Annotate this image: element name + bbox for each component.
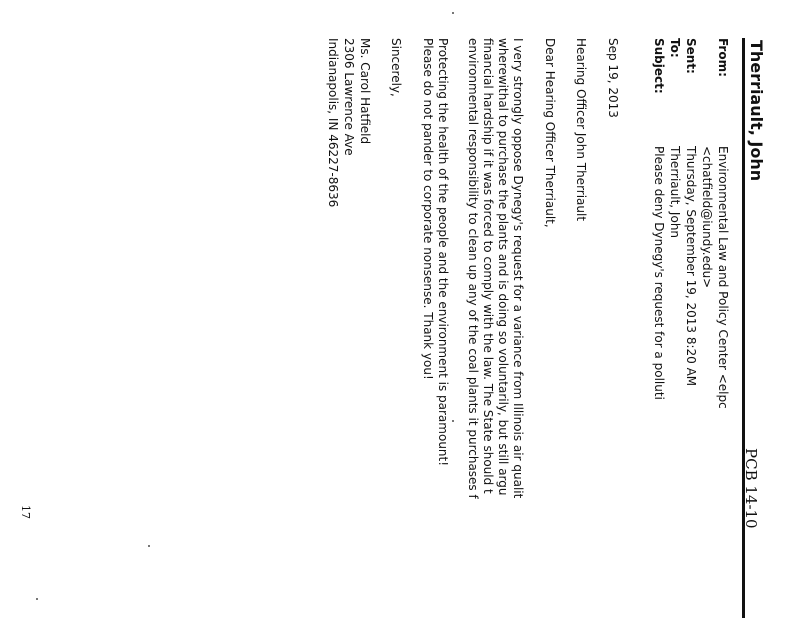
sender-name-title: Therriault, John [747,40,766,182]
subject-value: Please deny Dynegy's request for a polluti [652,146,666,400]
signature-street: 2306 Lawrence Ave [342,38,356,156]
to-label: To: [668,38,682,58]
to-value: Therriault, John [668,146,682,239]
letter-closing: Sincerely, [389,38,403,97]
sent-value: Thursday, September 19, 2013 8:20 AM [684,146,698,387]
signature-city: Indianapolis, IN 46227-8636 [326,38,340,208]
scan-speck [452,12,454,14]
scan-speck [452,420,454,422]
page-number: 17 [19,505,32,519]
paragraph-1-line-2: wherewithal to purchase the plants and is doing so voluntarily, but still argu [496,38,510,496]
paragraph-1-line-3: financial hardship if it was forced to comply with the law. The State should t [481,38,495,494]
paragraph-2-line-2: Please do not pander to corporate nonsense. Thank you! [421,38,435,380]
signature-name: Ms. Carol Hatfield [358,38,372,145]
from-value-line-2: <chatfield@iundy.edu> [700,146,714,289]
from-value-line-1: Environmental Law and Policy Center <elpc [716,146,730,409]
letter-recipient: Hearing Officer John Therriault [574,38,588,222]
paragraph-1-line-4: environmental responsibility to clean up any of the coal plants it purchases f [466,38,480,499]
docket-id: PCB 14-10 [742,448,760,529]
sent-label: Sent: [684,38,698,74]
paragraph-2-line-1: Protecting the health of the people and the environment is paramount! [436,38,450,467]
subject-label: Subject: [652,38,666,94]
from-label: From: [716,38,730,77]
scan-speck [36,598,38,600]
scan-speck [148,545,150,547]
header-rule [742,38,745,618]
letter-date: Sep 19, 2013 [606,38,620,118]
paragraph-1-line-1: I very strongly oppose Dynegy's request for a variance from Illinois air qualit [511,38,525,499]
letter-salutation: Dear Hearing Officer Therriault, [543,38,557,228]
